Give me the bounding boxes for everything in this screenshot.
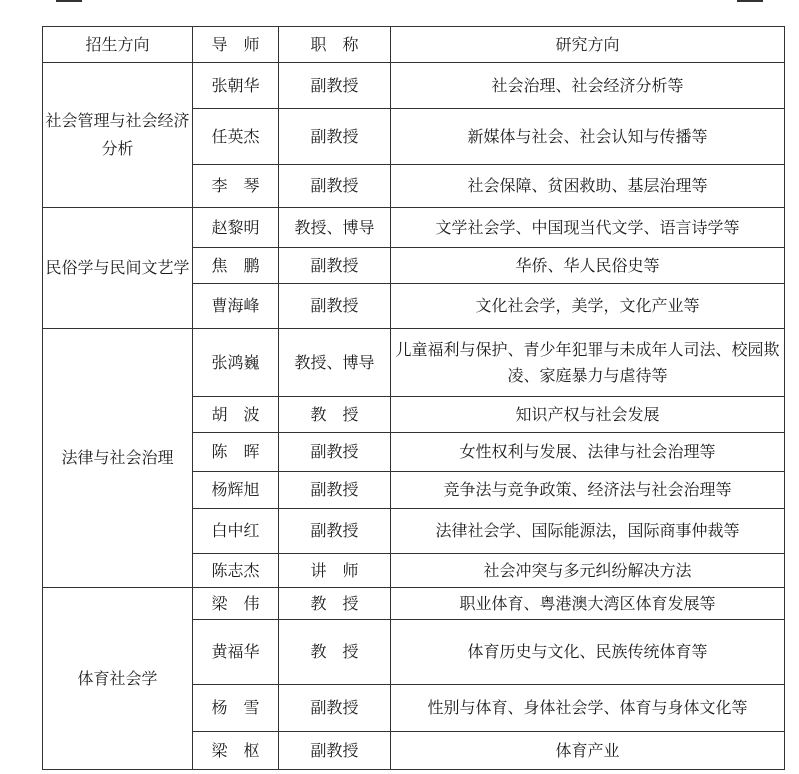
advisor-name: 曹海峰 [193,284,279,329]
advisor-title: 副教授 [279,732,391,770]
advisor-name: 梁 伟 [193,588,279,620]
page-corner-mark-right [737,0,763,2]
table-row [43,63,785,109]
advisor-name: 陈 晖 [193,433,279,472]
advisor-name: 白中红 [193,509,279,554]
research-direction: 社会治理、社会经济分析等 [391,63,785,109]
research-direction: 文化社会学，美学，文化产业等 [391,284,785,329]
group-name: 社会管理与社会经济分析 [43,63,193,208]
header-direction: 招生方向 [43,27,193,63]
admissions-table [42,26,785,770]
advisor-title: 教 授 [279,397,391,433]
table-header-row [43,27,785,63]
advisor-title: 副教授 [279,165,391,208]
advisor-name: 杨辉旭 [193,472,279,509]
research-direction: 新媒体与社会、社会认知与传播等 [391,109,785,165]
advisor-title: 教授、博导 [279,329,391,397]
advisor-name: 杨 雪 [193,685,279,732]
advisor-title: 教授、博导 [279,208,391,248]
advisor-title: 副教授 [279,284,391,329]
advisor-name: 陈志杰 [193,554,279,588]
advisor-name: 焦 鹏 [193,248,279,284]
table-row [43,329,785,397]
group-name: 民俗学与民间文艺学 [43,208,193,329]
table-row [43,208,785,248]
advisor-title: 副教授 [279,433,391,472]
advisor-title: 副教授 [279,109,391,165]
research-direction: 社会保障、贫困救助、基层治理等 [391,165,785,208]
research-direction: 知识产权与社会发展 [391,397,785,433]
header-advisor: 导 师 [193,27,279,63]
advisor-name: 任英杰 [193,109,279,165]
table-row [43,588,785,620]
advisor-title: 副教授 [279,472,391,509]
advisor-name: 张朝华 [193,63,279,109]
advisor-name: 赵黎明 [193,208,279,248]
research-direction: 竞争法与竞争政策、经济法与社会治理等 [391,472,785,509]
research-direction: 儿童福利与保护、青少年犯罪与未成年人司法、校园欺凌、家庭暴力与虐待等 [391,329,785,397]
advisor-title: 副教授 [279,685,391,732]
research-direction: 华侨、华人民俗史等 [391,248,785,284]
research-direction: 职业体育、粤港澳大湾区体育发展等 [391,588,785,620]
header-research: 研究方向 [391,27,785,63]
advisor-name: 张鸿巍 [193,329,279,397]
group-name: 体育社会学 [43,588,193,770]
group-name: 法律与社会治理 [43,329,193,588]
research-direction: 文学社会学、中国现当代文学、语言诗学等 [391,208,785,248]
header-title: 职 称 [279,27,391,63]
advisor-name: 胡 波 [193,397,279,433]
research-direction: 女性权利与发展、法律与社会治理等 [391,433,785,472]
advisor-title: 副教授 [279,509,391,554]
advisor-name: 李 琴 [193,165,279,208]
research-direction: 社会冲突与多元纠纷解决方法 [391,554,785,588]
page-corner-mark-left [56,0,82,2]
advisor-title: 副教授 [279,248,391,284]
advisor-name: 梁 枢 [193,732,279,770]
research-direction: 体育历史与文化、民族传统体育等 [391,620,785,685]
advisor-title: 讲 师 [279,554,391,588]
research-direction: 性别与体育、身体社会学、体育与身体文化等 [391,685,785,732]
advisor-title: 教 授 [279,620,391,685]
advisor-title: 教 授 [279,588,391,620]
research-direction: 法律社会学、国际能源法，国际商事仲裁等 [391,509,785,554]
research-direction: 体育产业 [391,732,785,770]
advisor-title: 副教授 [279,63,391,109]
advisor-name: 黄福华 [193,620,279,685]
